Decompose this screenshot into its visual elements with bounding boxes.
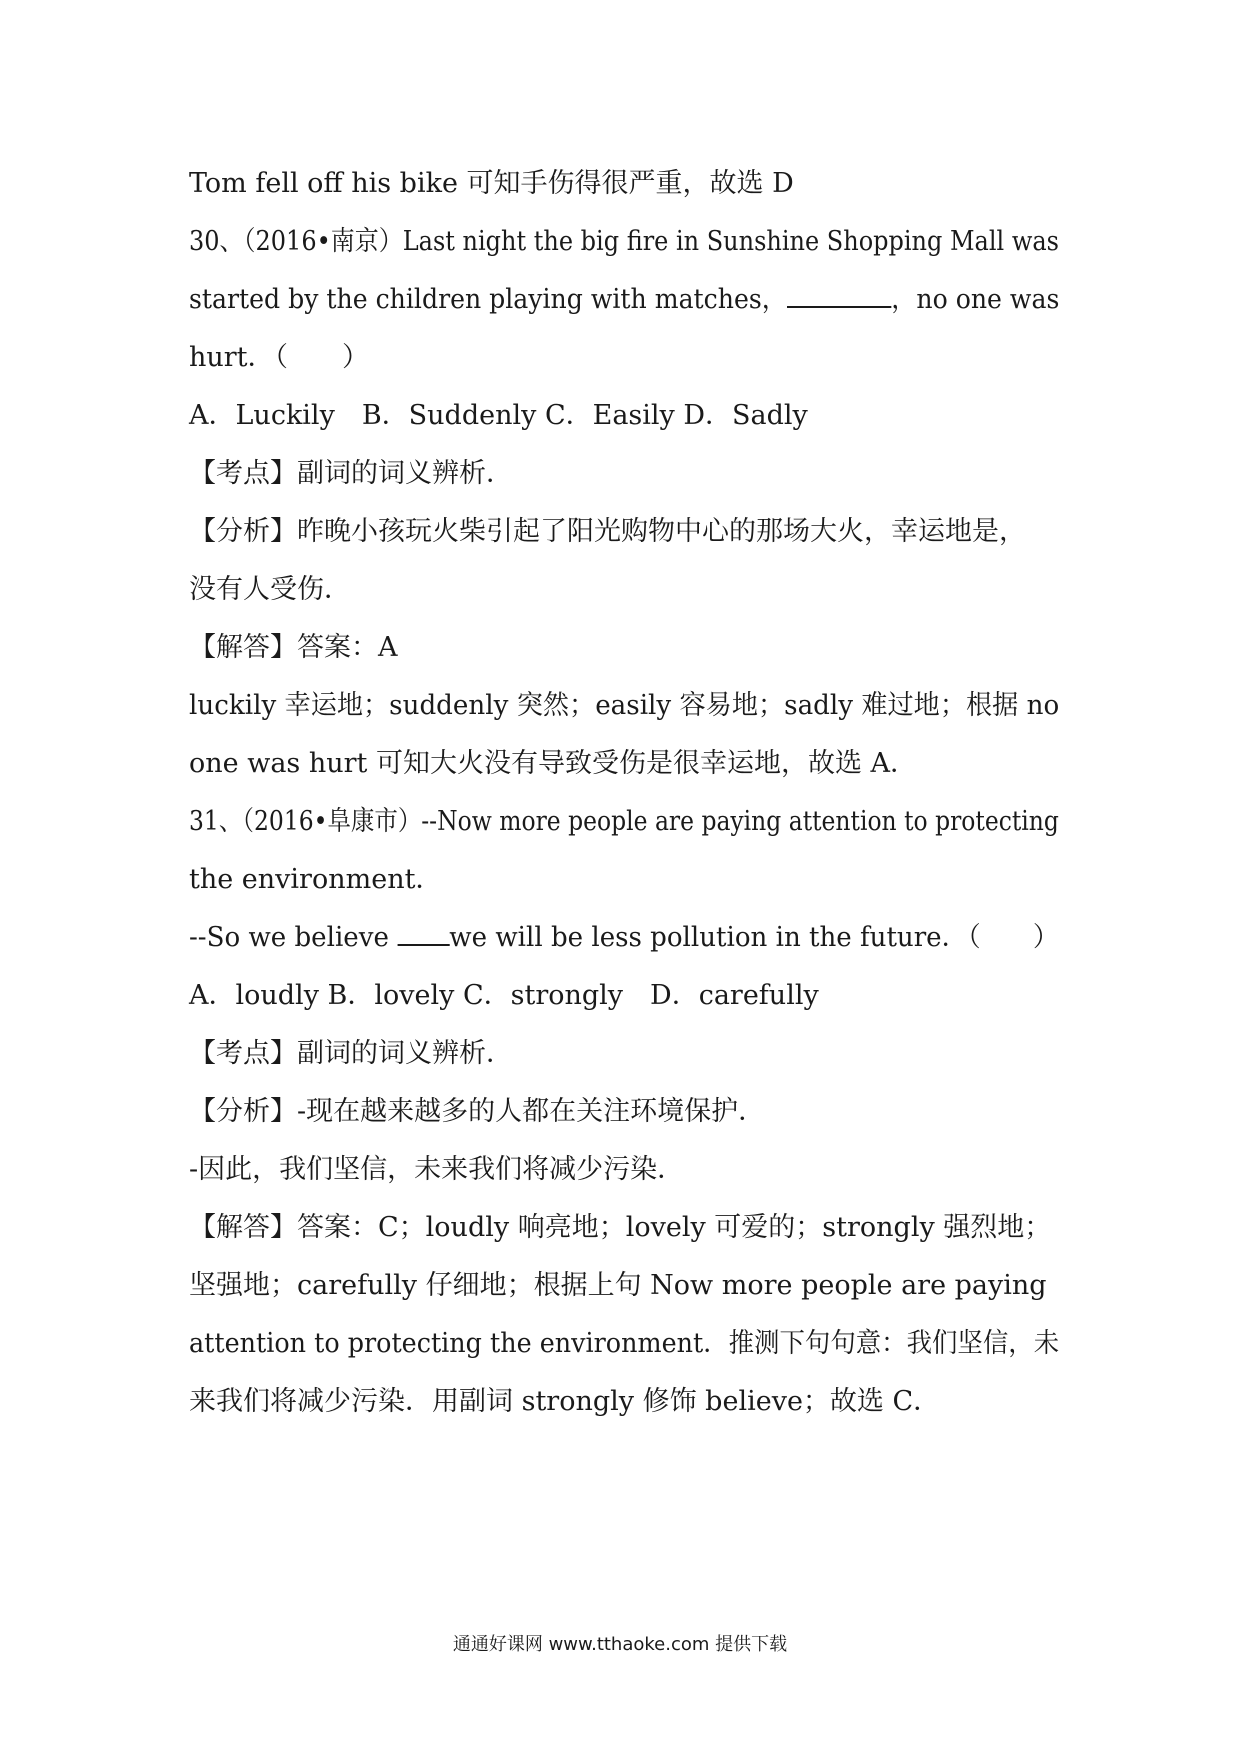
stem-text: ，no one was [891, 284, 1060, 315]
question-30-analysis-line2: 没有人受伤． [189, 574, 351, 605]
question-30-answer: 【解答】答案：A [189, 632, 398, 663]
question-30-analysis: 【分析】昨晚小孩玩火柴引起了阳光购物中心的那场大火，幸运地是， [189, 516, 1026, 547]
answer-blank [397, 920, 449, 946]
question-30-kaodian: 【考点】副词的词义辨析． [189, 458, 513, 489]
stem-text: started by the children playing with matches， [189, 284, 787, 315]
question-31-answer-line4: 来我们将减少污染．用副词 strongly 修饰 believe；故选 C． [189, 1386, 941, 1417]
question-31-stem-line3 [189, 920, 1059, 956]
question-31-answer: 【解答】答案：C；loudly 响亮地；lovely 可爱的；strongly 强烈地； [189, 1212, 1052, 1243]
question-31-kaodian: 【考点】副词的词义辨析． [189, 1038, 513, 1069]
question-31-stem: 31、（2016•阜康市）--Now more people are paying attention to protecting [189, 806, 1059, 837]
question-30-stem-line3: hurt．（ ） [189, 342, 370, 373]
stem-text: we will be less pollution in the future．（ ） [449, 922, 1059, 953]
question-31-analysis-line2: -因此，我们坚信，未来我们将减少污染． [189, 1154, 685, 1185]
answer-blank [787, 282, 891, 308]
text-line: Tom fell off his bike 可知手伤得很严重，故选 D [189, 168, 794, 199]
question-30-explanation: luckily 幸运地；suddenly 突然；easily 容易地；sadly 难过地；根据 no [189, 690, 1060, 721]
question-31-analysis: 【分析】-现在越来越多的人都在关注环境保护． [189, 1096, 766, 1127]
question-31-options: A．loudly B．lovely C．strongly D．carefully [189, 980, 819, 1011]
question-31-stem-line2: the environment． [189, 864, 443, 895]
question-30-stem-line2 [189, 282, 1060, 318]
question-30-stem: 30、（2016•南京）Last night the big fire in Sunshine Shopping Mall was [189, 226, 1059, 257]
question-30-explanation-line2: one was hurt 可知大火没有导致受伤是很幸运地，故选 A． [189, 748, 918, 779]
question-31-answer-line2: 坚强地；carefully 仔细地；根据上句 Now more people are paying [189, 1270, 1047, 1301]
question-31-answer-line3: attention to protecting the environment．推测下句句意：我们坚信，未 [189, 1328, 1060, 1359]
question-30-options: A．Luckily B．Suddenly C．Easily D．Sadly [189, 400, 808, 431]
stem-text: --So we believe [189, 922, 398, 953]
page-footer: 通通好课网 www.tthaoke.com 提供下载 [452, 1634, 788, 1655]
